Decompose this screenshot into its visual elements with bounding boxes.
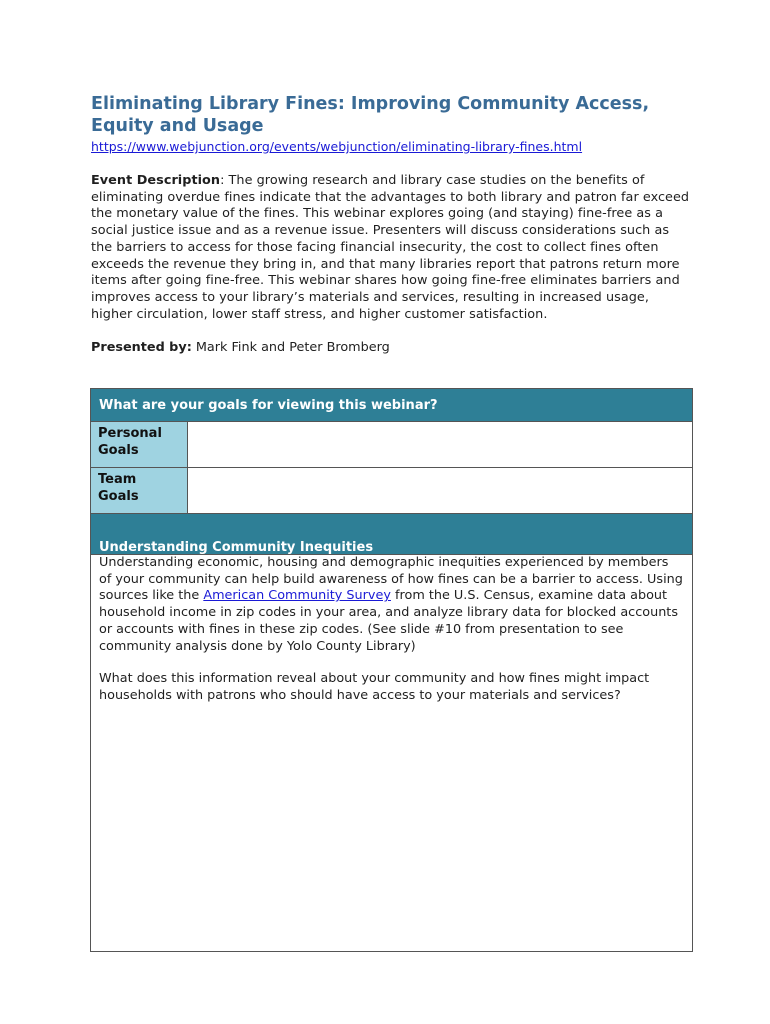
goals-worksheet-table xyxy=(90,388,693,952)
inequities-header-row xyxy=(91,514,693,555)
inequities-paragraph xyxy=(99,555,684,655)
team-goals-field[interactable] xyxy=(188,468,693,514)
personal-goals-field[interactable] xyxy=(188,422,693,468)
presented-by-label: Presented by: xyxy=(91,340,192,356)
inequities-question: What does this information reveal about your community and how fines might impact households with patrons who should have access to your materials and services? xyxy=(99,671,650,703)
table-row xyxy=(91,422,693,468)
presenter-names: Mark Fink and Peter Bromberg xyxy=(191,340,390,356)
inequities-response-area[interactable] xyxy=(91,555,693,952)
goals-header-row xyxy=(91,389,693,422)
inequities-heading: Understanding Community Inequities xyxy=(99,540,374,555)
inequities-text-before-link: Understanding economic, housing and demographic inequities experienced by members of your community can help build awareness of how fines can be a barrier to access. Using sources like the xyxy=(99,555,683,604)
american-community-survey-link[interactable]: American Community Survey xyxy=(203,588,391,604)
document-page xyxy=(91,93,693,357)
event-description xyxy=(91,173,693,323)
event-description-label: Event Description xyxy=(91,173,221,188)
event-description-text: : The growing research and library case studies on the benefits of eliminating overdue fines indicate that the advantages to both library and patron far exceed the monetary value of the fines. This webinar explores going (and staying) fine-free as a social justice issue and as a revenue issue. Presenters will discuss considerations such as the barriers to access for those facing financial insecurity, the cost to collect fines often exceeds the revenue they bring in, and that many libraries report that patrons return more items after going fine-free. This webinar shares how going fine-free eliminates barriers and improves access to your library’s materials and services, resulting in increased usage, higher circulation, lower staff stress, and higher customer satisfaction. xyxy=(91,173,690,322)
inequities-body-row xyxy=(91,555,693,952)
presented-by xyxy=(91,340,693,357)
document-title: Eliminating Library Fines: Improving Community Access, Equity and Usage xyxy=(91,94,650,136)
inequities-heading-cell xyxy=(91,514,693,555)
goals-header: What are your goals for viewing this webinar? xyxy=(91,389,693,422)
inequities-text-after-link: from the U.S. Census, examine data about household income in zip codes in your area, and analyze library data for blocked accounts or accounts with fines in these zip codes. (See slide #10 from presentation to see community analysis done by Yolo County Library) xyxy=(99,588,678,654)
table-row xyxy=(91,468,693,514)
webinar-url-link[interactable]: https://www.webjunction.org/events/webjunction/eliminating-library-fines.html xyxy=(91,139,583,154)
team-goals-label: Team Goals xyxy=(91,468,188,514)
personal-goals-label: Personal Goals xyxy=(91,422,188,468)
